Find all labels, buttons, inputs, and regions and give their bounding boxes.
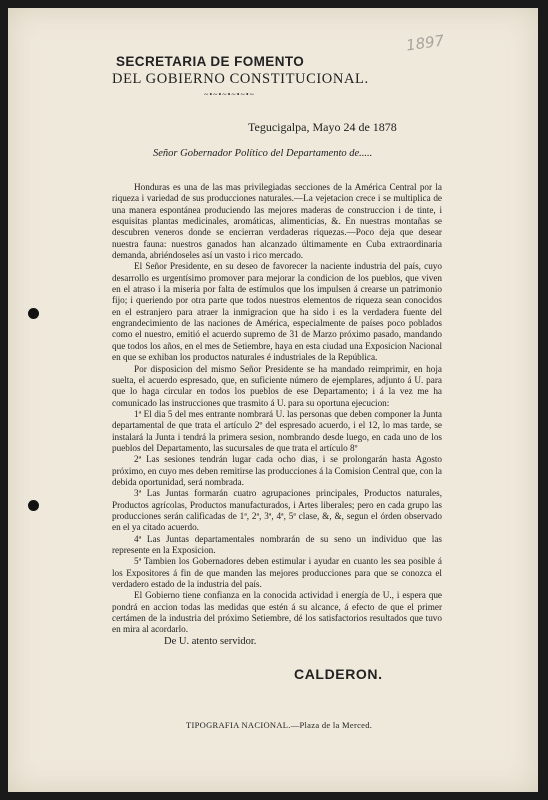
instruction-item: 3ª Las Juntas formarán cuatro agrupaciones principales, Productos naturales, Productos agrícolas, Productos manufacturados, i Artes liberales; pero en cada grupo las producciones serán calificadas de 1ª, 2ª, 3ª, 4ª, 5ª clase, &, &, segun el órden observado en el ya citado acuerdo. [112, 488, 442, 533]
body-paragraph: Honduras es una de las mas privilegiadas secciones de la América Central por la riqueza i variedad de sus producciones naturales.—La vejetacion crece i se multiplica de una manera espontánea produciendo las mejores maderas de construccion i de tinte, i esquisitas plantas medicinales, aromáticas, alimenticias, &. En nuestras montañas se descubren veneros donde se encierran verdaderas riquezas.—Poco deja que desear nuestra fauna: nuestros ganados han alcanzado últimamente en Cuba extraordinaria demanda, abriéndoseles así un vasto i rico mercado. [112, 182, 442, 261]
header-ornament: ~•~•~•~•~•~ [204, 90, 255, 99]
instruction-item: 1ª El dia 5 del mes entrante nombrará U. las personas que deben componer la Junta departamental de que trata el artículo 2º del espresado acuerdo, i el 12, lo mas tarde, se instalará la Junta i tendrá la primera sesion, nombrando desde luego, en cada uno de los pueblos del Departamento, las sucursales de que trata el artículo 8º [112, 408, 442, 453]
letter-addressee: Señor Gobernador Político del Departamento de..... [153, 148, 373, 159]
punch-hole [28, 308, 39, 319]
body-paragraph: El Señor Presidente, en su deseo de favorecer la naciente industria del país, cuyo desarrollo es urgentísimo promover para mejorar la condicion de los pueblos, que viven en el atraso i la miseria por falta de estímulos que los impulsen á crearse un patrimonio fijo; i queriendo por otra parte que todos nuestros elementos de riqueza sean conocidos en el estranjero para atraer la inmigracion que ha sido i es la verdadera fuente del engrandecimiento de las naciones de América, especialmente de países poco poblados como el nuestro, emitió el acuerdo supremo de 31 de Marzo próximo pasado, mandando que todos los años, en el mes de Setiembre, haya en esta ciudad una Exposicion Nacional en que se exhiban los productos naturales é industriales de la República. [112, 261, 442, 363]
body-paragraph: El Gobierno tiene confianza en la conocida actividad i energía de U., i espera que pondrá en accion todas las medidas que estén á su alcance, á efecto de que el primer certámen de la industria del próximo Setiembre, dé los satisfactorios resultados que tuvo en mira al acordarlo. [112, 590, 442, 635]
header-ministry: SECRETARIA DE FOMENTO [116, 54, 305, 69]
letter-body [112, 182, 442, 636]
document-page [8, 8, 538, 792]
letter-date: Tegucigalpa, Mayo 24 de 1878 [248, 120, 397, 134]
instruction-item: 4ª Las Juntas departamentales nombrarán de su seno un individuo que las represente en la Exposicion. [112, 533, 442, 555]
printer-imprint: TIPOGRAFIA NACIONAL.—Plaza de la Merced. [186, 720, 373, 730]
letter-closing: De U. atento servidor. [164, 636, 257, 647]
punch-hole [28, 500, 39, 511]
instruction-item: 5ª Tambien los Gobernadores deben estimular i ayudar en cuanto les sea posible á los Expositores á fin de que manden las mejores producciones para que se conozca el verdadero estado de la industria del país. [112, 556, 442, 590]
pencil-annotation: 1897 [404, 31, 446, 55]
letter-signature: CALDERON. [294, 666, 383, 682]
header-government: DEL GOBIERNO CONSTITUCIONAL. [112, 71, 369, 87]
instruction-item: 2ª Las sesiones tendrán lugar cada ocho dias, i se prolongarán hasta Agosto próximo, en cuyo mes deben remitirse las producciones á la Comision Central que, con la debida oportunidad, será nombrada. [112, 454, 442, 487]
body-paragraph: Por disposicion del mismo Señor Presidente se ha mandado reimprimir, en hoja suelta, el acuerdo espresado, que, en suficiente número de ejemplares, adjunto á U. para que lo haga circular en todos los pueblos de ese Departamento; i á la vez me ha comunicado las instrucciones que trasmito á U. para su oportuna ejecucion: [112, 363, 442, 408]
